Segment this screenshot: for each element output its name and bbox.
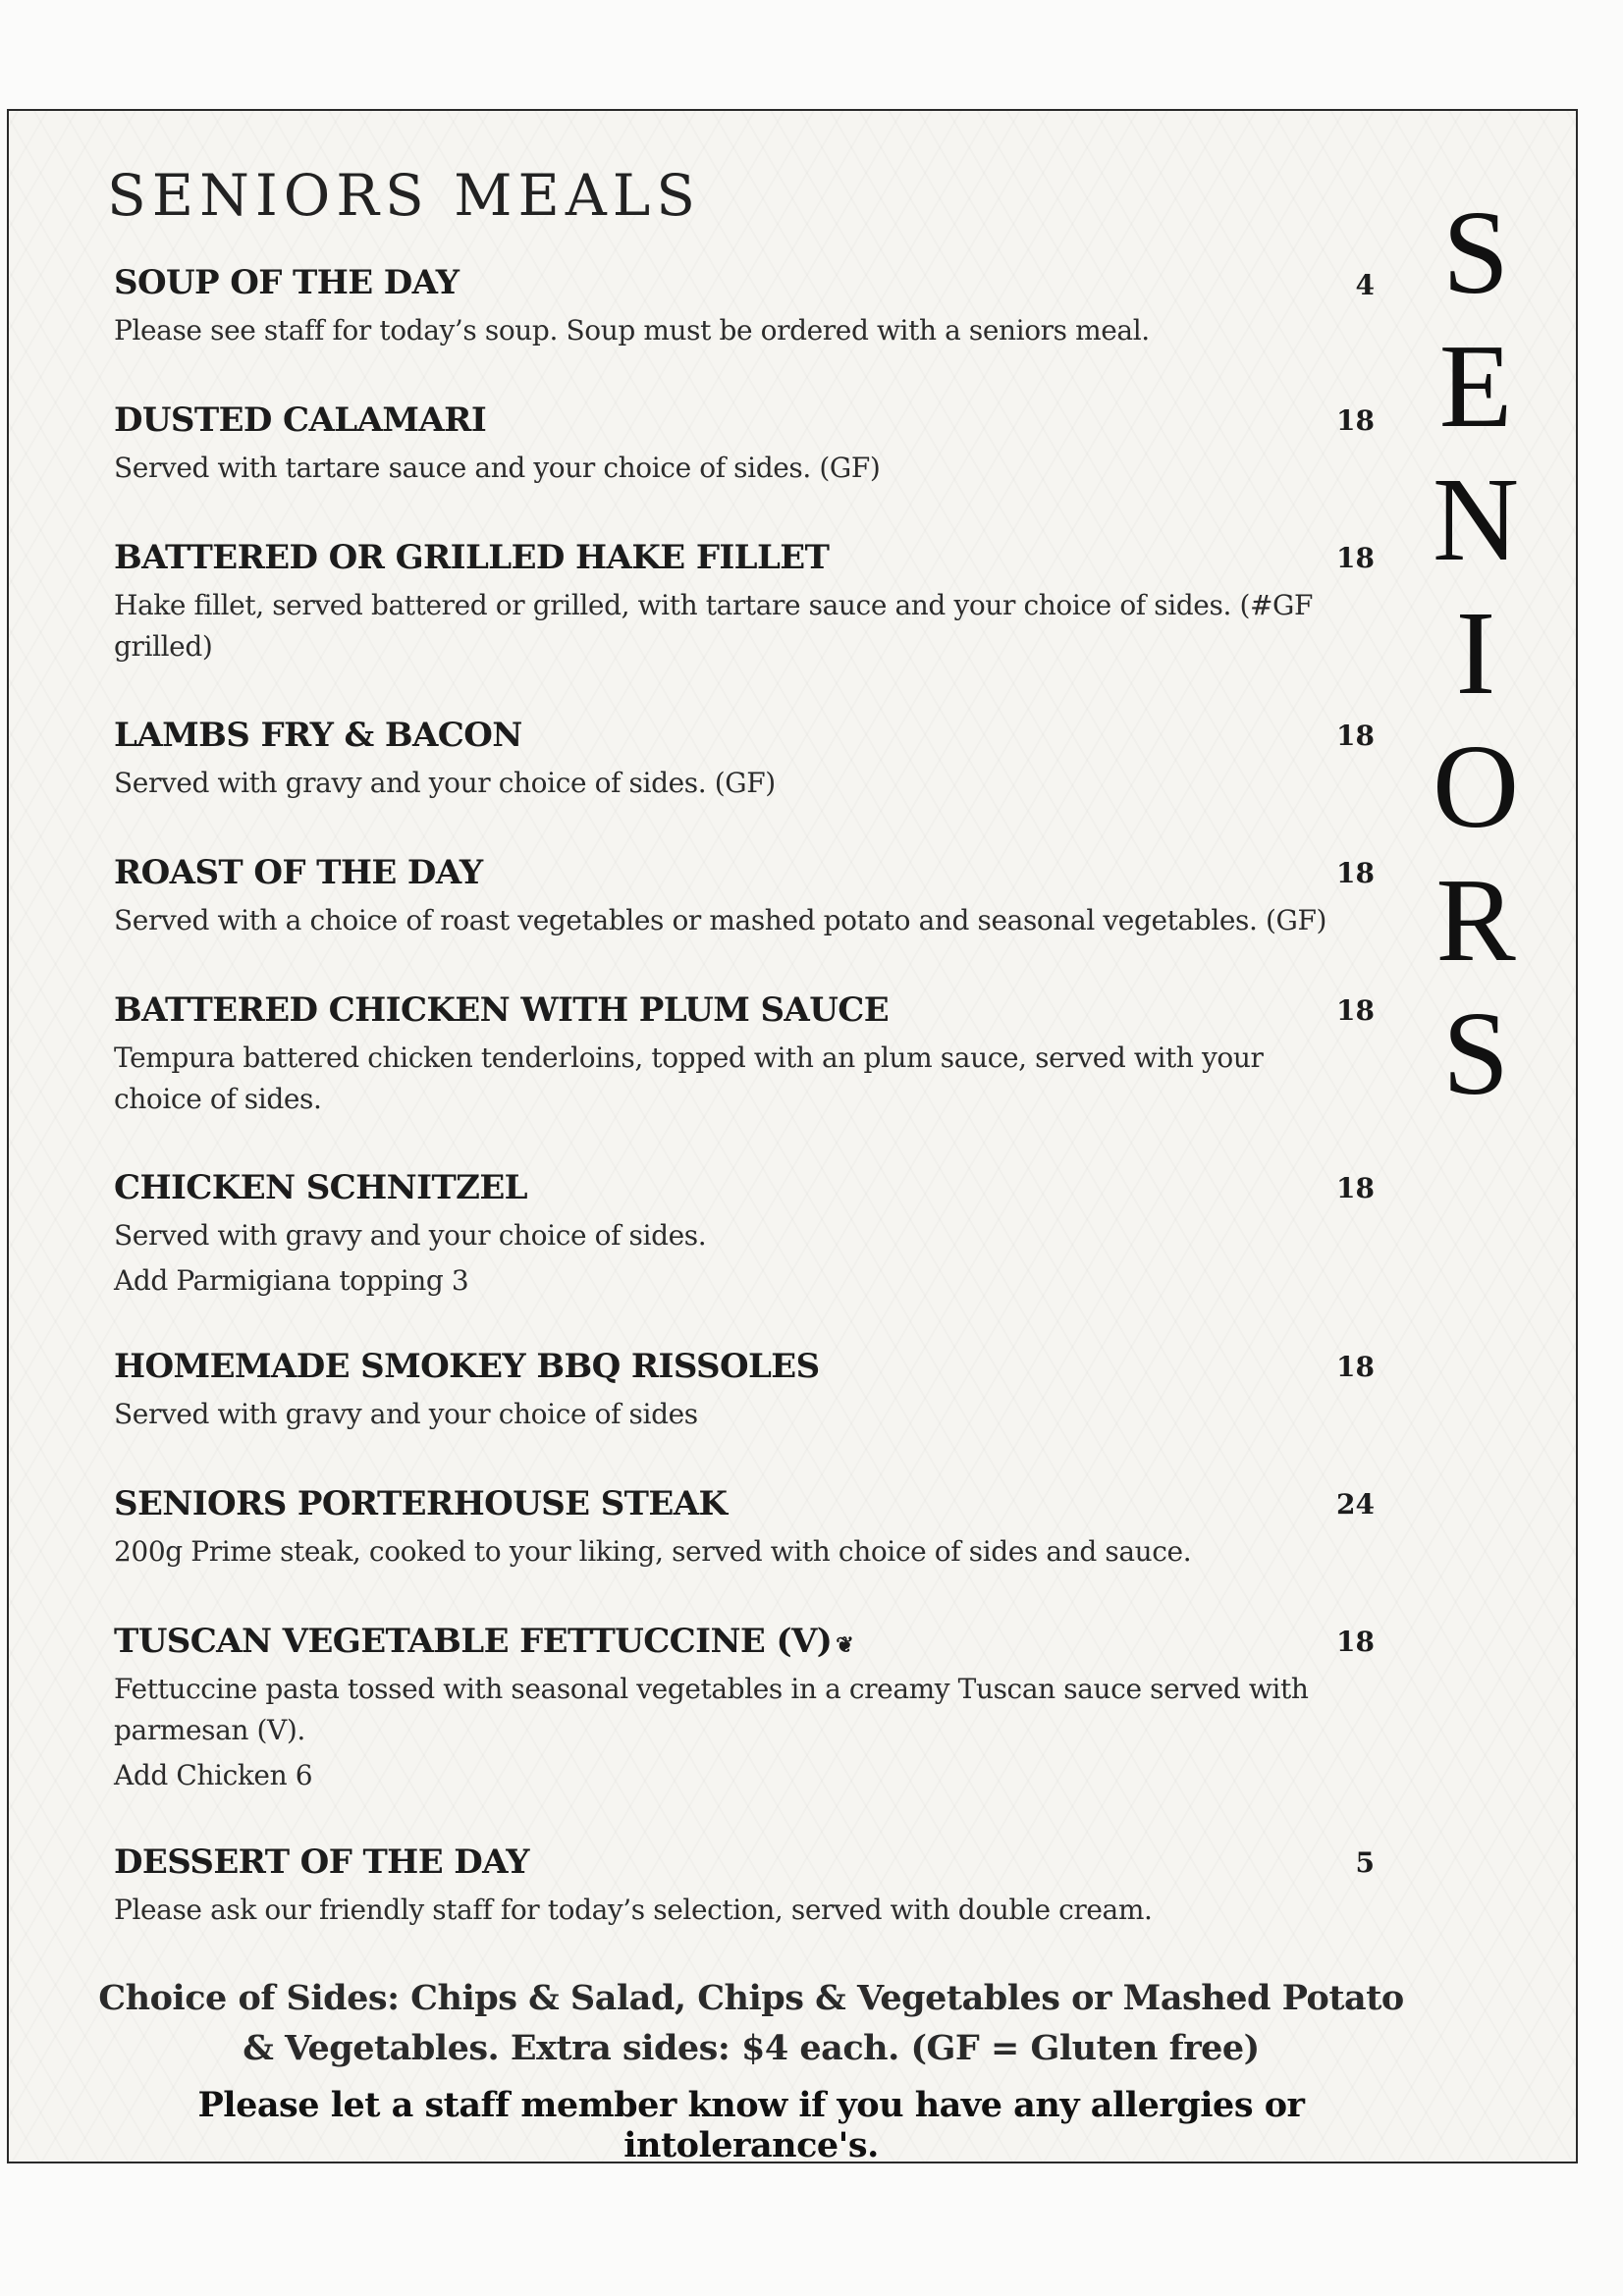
- allergy-note: Please let a staff member know if you have any allergies or intolerance's.: [197, 2085, 1305, 2165]
- item-description: Served with gravy and your choice of sides: [114, 1398, 698, 1430]
- vertical-letter: I: [1455, 587, 1496, 720]
- item-name: DUSTED CALAMARI: [114, 400, 487, 440]
- vertical-letter: S: [1442, 187, 1509, 319]
- item-description: Hake fillet, served battered or grilled, with tartare sauce and your choice of sides. (#GF grilled): [114, 589, 1314, 663]
- menu-item-roast: [114, 853, 1380, 941]
- sides-note: Choice of Sides: Chips & Salad, Chips & Vegetables or Mashed Potato & Vegetables. Extra sides: $4 each. (GF = Gluten free): [98, 1978, 1404, 2068]
- item-price: 5: [1355, 1846, 1375, 1879]
- menu-item-rissoles: [114, 1347, 1380, 1435]
- item-addon: Add Chicken 6: [114, 1759, 313, 1791]
- item-name: HOMEMADE SMOKEY BBQ RISSOLES: [114, 1347, 820, 1386]
- item-name: CHICKEN SCHNITZEL: [114, 1168, 527, 1207]
- item-price: 18: [1336, 994, 1375, 1027]
- vertical-letter: E: [1438, 320, 1513, 453]
- item-name: TUSCAN VEGETABLE FETTUCCINE (V): [114, 1622, 833, 1661]
- vertical-letter: S: [1442, 988, 1509, 1120]
- menu-item-dessert: [114, 1842, 1380, 1931]
- item-price: 18: [1336, 404, 1375, 437]
- menu-item-battered-chicken: [114, 990, 1380, 1120]
- item-name: SOUP OF THE DAY: [114, 263, 460, 302]
- item-description: Served with gravy and your choice of sides. (GF): [114, 767, 776, 799]
- item-description: 200g Prime steak, cooked to your liking, served with choice of sides and sauce.: [114, 1535, 1192, 1568]
- item-name: BATTERED OR GRILLED HAKE FILLET: [114, 538, 830, 577]
- menu-item-calamari: [114, 400, 1380, 489]
- item-description: Served with gravy and your choice of sides.: [114, 1219, 707, 1252]
- menu-item-porterhouse: [114, 1484, 1380, 1573]
- vertical-letter: O: [1432, 721, 1520, 853]
- menu-item-soup: [114, 263, 1380, 351]
- item-addon: Add Parmigiana topping 3: [114, 1264, 469, 1297]
- item-description: Please see staff for today’s soup. Soup must be ordered with a seniors meal.: [114, 314, 1150, 347]
- item-name: DESSERT OF THE DAY: [114, 1842, 529, 1882]
- vertical-letter: R: [1435, 854, 1516, 987]
- menu-item-schnitzel: [114, 1168, 1380, 1302]
- item-name: BATTERED CHICKEN WITH PLUM SAUCE: [114, 990, 890, 1030]
- item-price: 18: [1336, 720, 1375, 752]
- item-description: Served with tartare sauce and your choice of sides. (GF): [114, 452, 881, 484]
- item-description: Served with a choice of roast vegetables or mashed potato and seasonal vegetables. (GF): [114, 904, 1327, 936]
- item-price: 18: [1336, 1172, 1375, 1204]
- vertical-letter: N: [1432, 454, 1520, 586]
- item-name: ROAST OF THE DAY: [114, 853, 483, 892]
- menu-item-fettuccine: [114, 1622, 1380, 1796]
- item-price: 18: [1336, 542, 1375, 574]
- item-name: SENIORS PORTERHOUSE STEAK: [114, 1484, 728, 1523]
- item-name: LAMBS FRY & BACON: [114, 716, 522, 755]
- item-description: Tempura battered chicken tenderloins, topped with an plum sauce, served with your choice of sides.: [114, 1041, 1264, 1115]
- item-price: 18: [1336, 1626, 1375, 1658]
- menu-item-lambs-fry: [114, 716, 1380, 804]
- item-price: 24: [1336, 1488, 1375, 1521]
- menu-item-hake: [114, 538, 1380, 667]
- item-price: 18: [1336, 857, 1375, 889]
- item-price: 4: [1355, 269, 1375, 301]
- vertical-seniors-heading: [1392, 187, 1559, 1121]
- item-description: Fettuccine pasta tossed with seasonal vegetables in a creamy Tuscan sauce served with parmesan (V).: [114, 1673, 1309, 1746]
- menu-title: SENIORS MEALS: [107, 162, 701, 229]
- item-name-row: [114, 1622, 1380, 1661]
- item-description: Please ask our friendly staff for today’s selection, served with double cream.: [114, 1894, 1153, 1926]
- item-price: 18: [1336, 1351, 1375, 1383]
- leaf-icon: ❦: [836, 1632, 854, 1658]
